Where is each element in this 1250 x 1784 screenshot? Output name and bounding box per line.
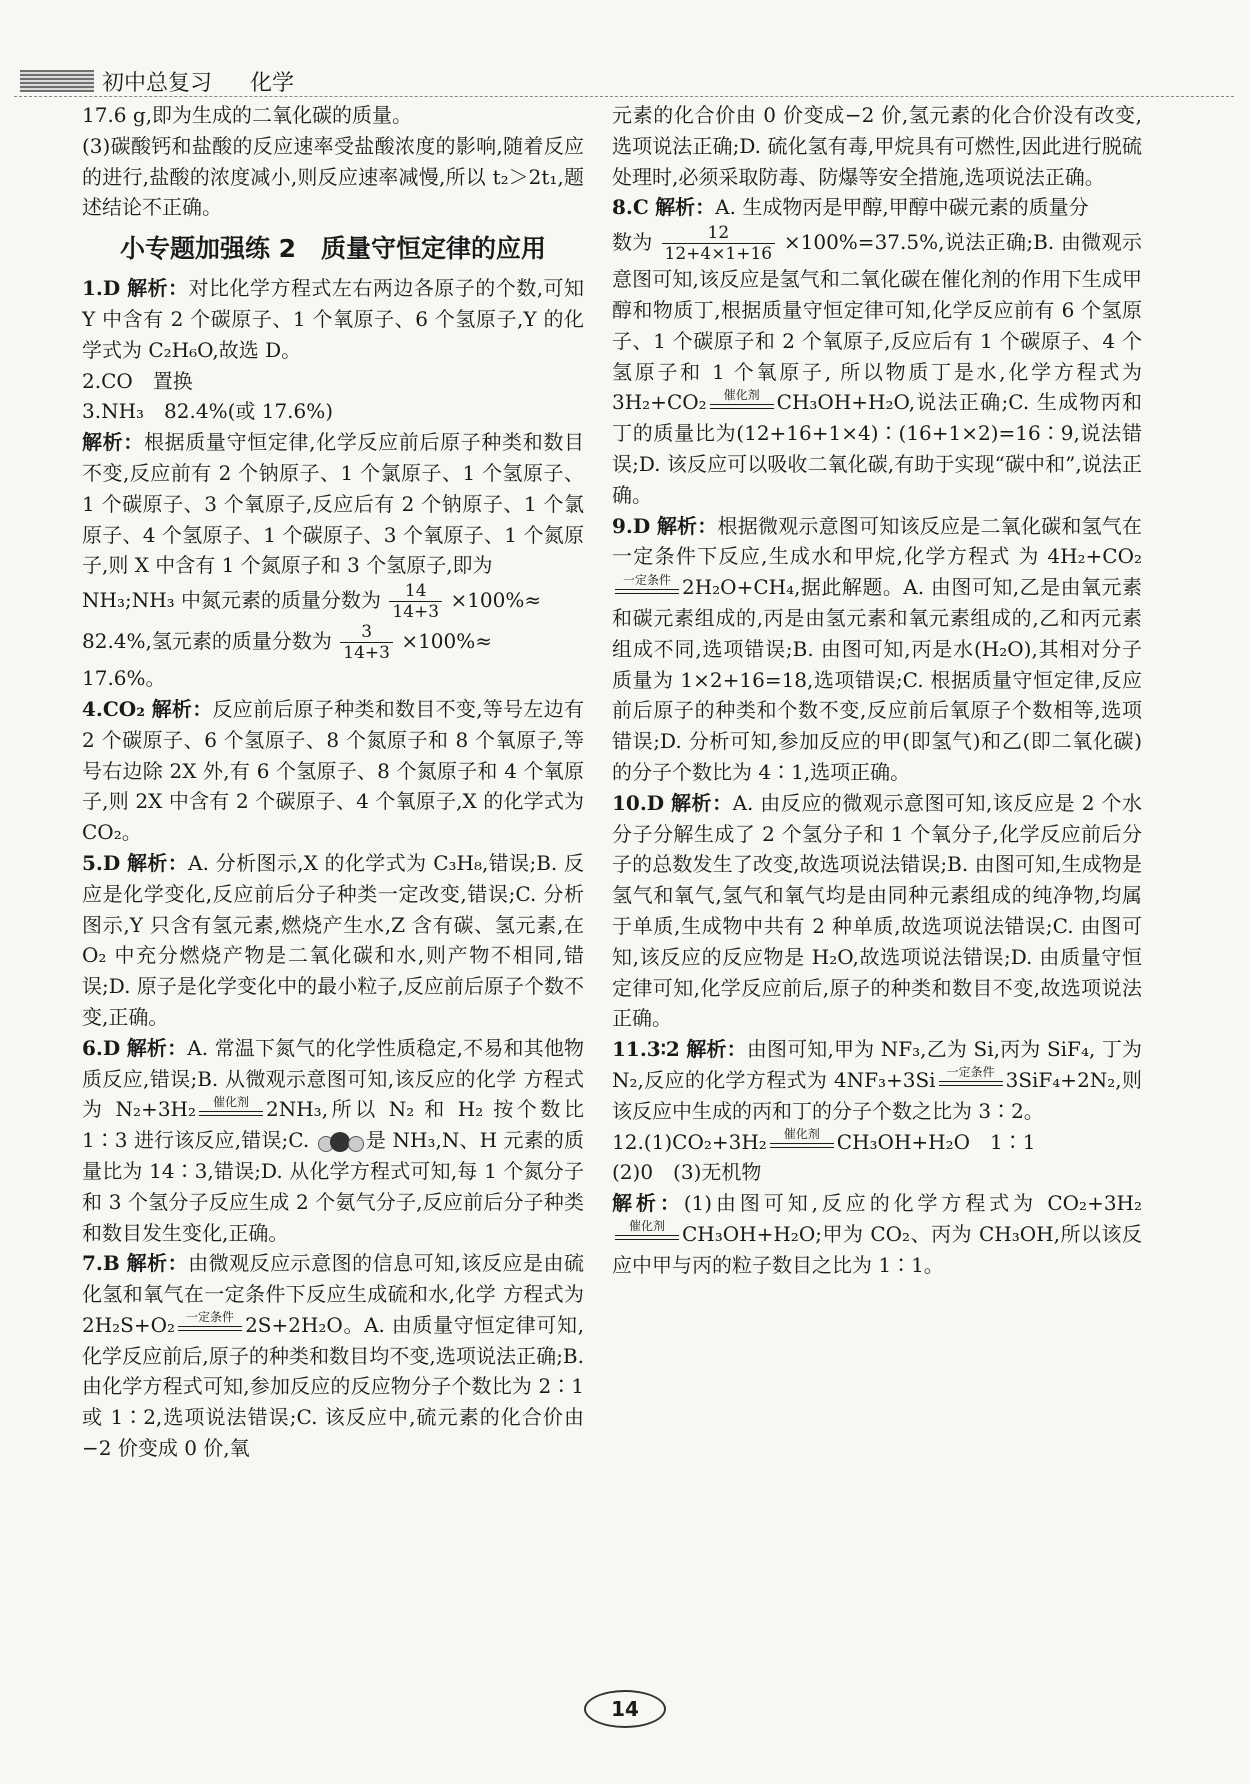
equals-sign — [615, 1235, 679, 1240]
answer-1-text: 对比化学方程式左右两边各原子的个数,可知 Y 中含有 2 个碳原子、1 个氧原子、6 个氢原子,Y 的化学式为 C₂H₆O,故选 D。 — [82, 276, 585, 362]
analysis-label: 解析： — [686, 1037, 747, 1062]
answer-5 — [82, 848, 584, 1033]
page-number: 14 — [584, 1690, 666, 1728]
page-header — [14, 66, 1234, 96]
answer-11-text: 由图可知,甲为 NF₃,乙为 Si,丙为 SiF₄, — [746, 1037, 1096, 1062]
equation-left: 12.(1)CO₂+3H₂ — [612, 1129, 767, 1154]
answer-9-text: 根据微观示意图可知该反应是二氧化碳和氢气在一定条件下反应,生成水和甲烷,化学方程式 — [612, 513, 1143, 569]
answer-10-text: A. 由反应的微观示意图可知,该反应是 2 个水分子分解生成了 2 个氢分子和 1 个氧分子,化学反应前后分子的总数发生了改变,故选项说法错误;B. 由图可知,生成物是氢气和氧气,氢气和氧气均是由同种元素组成的纯净物,均属于单质,生成物中共有 2 种单质,故选项说法错误;C. 由图可知,该反应的反应物是 H₂O,故选项说法错误;D. 由质量守恒定律可知,化学反应前后,原子的种类和数目不变,故选项说法正确。 — [612, 790, 1143, 1031]
reaction-condition: 催化剂 — [213, 1094, 250, 1109]
reaction-arrow — [178, 1310, 242, 1338]
answer-11 — [612, 1034, 1142, 1126]
answer-6-text-2: 是 NH₃,N、H 元素的质量比为 14∶3,错误;D. 从化学方程式可知,每 1 个氮分子和 3 个氢分子反应生成 2 个氨气分子,反应前后分子种类和数目发生变化,正确。 — [82, 1128, 585, 1245]
equation-right: 2NH₃,所以 N₂ 和 H₂ 按个数比 1∶3 进行该反应,错误;C. — [82, 1097, 584, 1153]
answer-3-formula-line-2 — [82, 622, 584, 663]
analysis-label: 解析： — [126, 1035, 188, 1060]
answer-2: 2.CO 置换 — [82, 368, 193, 393]
formula-text: NH₃;NH₃ 中氮元素的质量分数为 — [82, 588, 382, 613]
analysis-label: 解析： — [656, 513, 718, 538]
formula-text: 82.4%,氢元素的质量分数为 — [82, 629, 332, 654]
analysis-label: 解析： — [126, 850, 189, 875]
answer-1 — [82, 273, 584, 365]
equation-left: 丁为 N₂,反应的化学方程式为 4NF₃+3Si — [612, 1037, 1142, 1092]
equation-left: 方程式为 2H₂S+O₂ — [82, 1282, 585, 1337]
equation-left: 为 4H₂+CO₂ — [1018, 544, 1143, 569]
analysis-label: 解析： — [671, 790, 733, 815]
answer-6-number: 6.D — [82, 1035, 121, 1060]
analysis-label: 解析： — [151, 696, 213, 721]
answer-9 — [612, 511, 1142, 788]
equation-right: 2H₂O+CH₄,据此解题。A. 由图可知,乙是由氧元素和碳元素组成的,丙是由氢元素和氧元素组成的,乙和丙元素组成不同,选项错误;B. 由图可知,丙是水(H₂O),其相对分子质量为 1×2+16=18,选项错误;C. 根据质量守恒定律,反应前后原子的种类和个数不变,反应前后氧原子个数相等,选项错误;D. 分析可知,参加反应的甲(即氢气)和乙(即二氧化碳)的分子个数比为 4∶1,选项正确。 — [612, 575, 1142, 784]
header-rule — [14, 96, 1234, 97]
formula-text: 数为 — [612, 230, 653, 255]
equation-right: 2S+2H₂O。A. 由质量守恒定律可知,化学反应前后,原子的种类和数目均不变,选项说法正确;B. 由化学方程式可知,参加反应的反应物分子个数比为 2∶1 或 1∶2,选项说法错误;C. 该反应中,硫元素的化合价由−2 价变成 0 价,氧 — [82, 1312, 584, 1461]
answer-12-text: (1)由图可知,反应的化学方程式为 CO₂+3H₂ — [683, 1191, 1143, 1216]
answer-6-text: A. 常温下氮气的化学性质稳定,不易和其他物质反应,错误;B. 从微观示意图可知,该反应的化学 — [82, 1035, 585, 1091]
answer-3-head: 3.NH₃ 82.4%(或 17.6%) — [82, 399, 334, 424]
equation-left: 所以物质丁是水,化学方程式为 3H₂+CO₂ — [612, 359, 1143, 415]
answer-12-text-2: CH₃OH+H₂O;甲为 CO₂、丙为 CH₃OH,所以该反应中甲与丙的粒子数目之比为 1∶1。 — [612, 1221, 1142, 1277]
fraction-numerator: 12 — [662, 223, 776, 244]
answer-4 — [82, 694, 584, 848]
equation-right: CH₃OH+H₂O 1∶1 — [836, 1129, 1036, 1154]
analysis-label: 解析： — [126, 1251, 189, 1276]
header-stripe-decoration — [20, 70, 94, 92]
subject-title: 化学 — [250, 71, 295, 96]
answer-11-number: 11.3∶2 — [612, 1037, 680, 1062]
answer-3-text: 根据质量守恒定律,化学反应前后原子种类和数目不变,反应前有 2 个钠原子、1 个氯原子、1 个氢原子、1 个碳原子、3 个氧原子,反应后有 2 个钠原子、1 个氯原子、4 个氢原子、1 个碳原子、3 个氧原子、1 个氮原子,则 X 中含有 1 个氮原子和 3 个氢原子,即为 — [82, 430, 585, 578]
answer-4-text: 反应前后原子种类和数目不变,等号左边有 2 个碳原子、6 个氢原子、8 个氮原子和 8 个氧原子,等号右边除 2X 外,有 6 个氢原子、8 个氮原子和 4 个氧原子,则 2X 中含有 2 个碳原子、4 个氧原子,X 的化学式为 CO₂。 — [82, 696, 585, 845]
reaction-condition: 一定条件 — [186, 1310, 235, 1325]
answer-10 — [612, 788, 1142, 1034]
continued-answer-2: (3)碳酸钙和盐酸的反应速率受盐酸浓度的影响,随着反应的进行,盐酸的浓度减小,则反应速率减慢,所以 t₂＞2t₁,题述结论不正确。 — [82, 133, 584, 220]
answer-7 — [82, 1248, 584, 1464]
answer-4-number: 4.CO₂ — [82, 696, 145, 721]
analysis-label: 解析： — [612, 1191, 684, 1216]
answer-8-formula-line — [612, 223, 1142, 510]
reaction-condition: 催化剂 — [723, 387, 760, 402]
answer-3-formula-line-1 — [82, 581, 584, 622]
analysis-label: 解析： — [82, 430, 144, 455]
left-column — [82, 100, 584, 1464]
right-column — [612, 100, 1142, 1280]
fraction — [662, 223, 776, 264]
reaction-condition: 一定条件 — [622, 572, 671, 587]
ammonia-molecule-icon — [316, 1130, 366, 1154]
answer-12-analysis — [612, 1188, 1142, 1280]
fraction-numerator: 3 — [340, 622, 393, 643]
equals-sign — [939, 1081, 1003, 1086]
fraction-denominator: 12+4×1+16 — [664, 244, 773, 265]
analysis-label: 解析： — [655, 195, 716, 220]
answer-7-text: 由微观反应示意图的信息可知,该反应是由硫化氢和氧气在一定条件下反应生成硫和水,化学 — [82, 1251, 585, 1307]
equals-sign — [710, 404, 774, 409]
answer-8 — [612, 192, 1142, 223]
answer-5-number: 5.D — [82, 850, 121, 875]
reaction-condition: 催化剂 — [783, 1127, 820, 1141]
reaction-condition: 一定条件 — [946, 1065, 995, 1080]
answer-10-number: 10.D — [612, 790, 665, 815]
continued-answer-1: 17.6 g,即为生成的二氧化碳的质量。 — [82, 103, 413, 127]
equals-sign — [615, 589, 679, 594]
book-series-title: 初中总复习 — [102, 71, 213, 96]
answer-8-text: A. 生成物丙是甲醇,甲醇中碳元素的质量分 — [715, 195, 1089, 220]
fraction-denominator: 14+3 — [392, 602, 440, 623]
equals-sign — [770, 1143, 834, 1148]
reaction-arrow — [615, 1219, 679, 1247]
answer-12-line-2: (2)0 (3)无机物 — [612, 1160, 762, 1185]
reaction-arrow — [939, 1065, 1003, 1093]
equals-sign — [199, 1111, 263, 1116]
reaction-arrow — [710, 387, 774, 416]
answer-9-number: 9.D — [612, 513, 651, 538]
answer-8-number: 8.C — [612, 195, 649, 220]
formula-text: ×100%=37.5%,说法正确;B. 由微观示意图可知,该反应是氢气和二氧化碳在催化剂的作用下生成甲醇和物质丁,根据质量守恒定律可知,化学反应前有 6 个氢原子、1 个碳原子和 2 个氧原子,反应后有 1 个碳原子、4 个氢原子和 1 个氧原子, — [612, 230, 1142, 384]
fraction-denominator: 14+3 — [343, 643, 390, 664]
reaction-arrow — [615, 572, 679, 601]
equals-sign — [178, 1326, 242, 1331]
fraction — [389, 581, 442, 622]
formula-text: ×100%≈ — [450, 588, 542, 613]
equation-right: CH₃OH+H₂O,说法正确;C. 生成物丙和丁的质量比为(12+16+1×4)∶(16+1×2)=16∶9,说法错误;D. 该反应可以吸收二氧化碳,有助于实现“碳中和”,说法正确。 — [612, 390, 1142, 507]
fraction-numerator: 14 — [389, 581, 442, 602]
equation-right: 3SiF₄+2N₂,则该反应中生成的丙和丁的分子个数之比为 3∶2。 — [612, 1067, 1142, 1123]
answer-1-number: 1.D — [82, 276, 121, 301]
answer-3-formula-line-3: 17.6%。 — [82, 666, 166, 691]
equation-left: 方程式为 N₂+3H₂ — [82, 1066, 585, 1122]
formula-text: ×100%≈ — [401, 629, 493, 654]
answer-12 — [612, 1127, 1142, 1158]
reaction-arrow — [770, 1127, 834, 1155]
analysis-label: 解析： — [127, 276, 189, 301]
answer-6 — [82, 1033, 584, 1249]
section-title: 小专题加强练 2 质量守恒定律的应用 — [119, 234, 547, 264]
answer-3 — [82, 427, 584, 581]
answer-5-text: A. 分析图示,X 的化学式为 C₃H₈,错误;B. 反应是化学变化,反应前后分子种类一定改变,错误;C. 分析图示,Y 只含有氢元素,燃烧产生水,Z 含有碳、氢元素,在 O₂ 中充分燃烧产物是二氧化碳和水,则产物不相同,错误;D. 原子是化学变化中的最小粒子,反应前后原子个数不变,正确。 — [82, 850, 585, 1029]
reaction-condition: 催化剂 — [628, 1219, 665, 1234]
fraction — [340, 622, 393, 663]
continued-answer-7: 元素的化合价由 0 价变成−2 价,氢元素的化合价没有改变,选项说法正确;D. 硫化氢有毒,甲烷具有可燃性,因此进行脱硫处理时,必须采取防毒、防爆等安全措施,选项说法正确。 — [612, 103, 1142, 189]
reaction-arrow — [199, 1094, 263, 1123]
answer-7-number: 7.B — [82, 1251, 120, 1276]
